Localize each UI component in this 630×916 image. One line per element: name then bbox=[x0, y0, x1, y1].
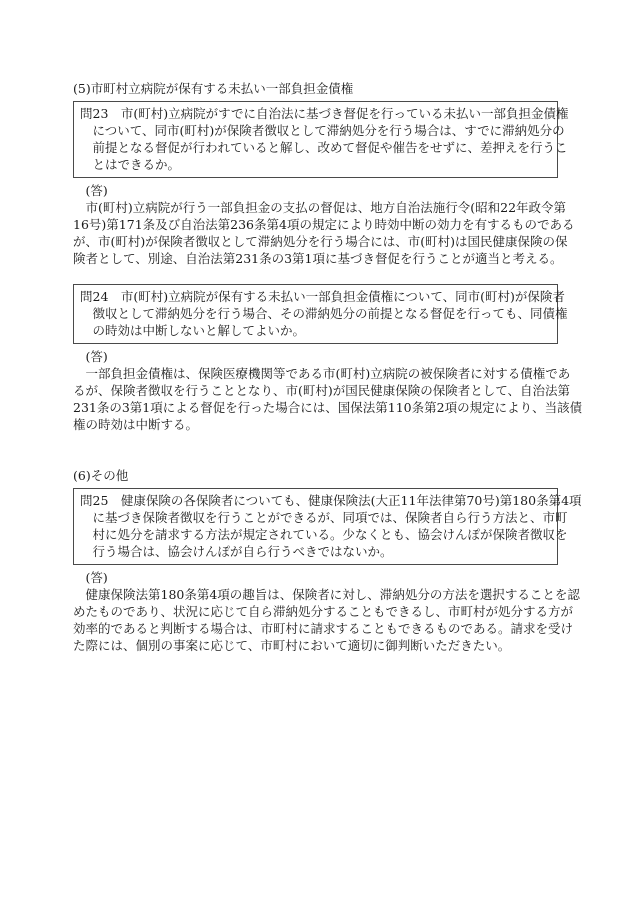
answer-23-line: 険者として、別途、自治法第231条の3第1項に基づき督促を行うことが適当と考える。 bbox=[73, 251, 563, 266]
answer-24-label: (答) bbox=[85, 349, 108, 364]
answer-25-line: た際には、個別の事案に応じて、市町村において適切に御判断いただきたい。 bbox=[73, 638, 511, 653]
answer-25-line: 効率的であると判断する場合は、市町村に請求することもできるものである。請求を受け bbox=[73, 621, 574, 636]
question-23-box bbox=[73, 101, 569, 178]
answer-23-line: 市(町村)立病院が行う一部負担金の支払の督促は、地方自治法施行令(昭和22年政令第 bbox=[85, 200, 567, 215]
question-25-line: 問25 健康保険の各保険者についても、健康保険法(大正11年法律第70号)第180条第4項 bbox=[80, 493, 582, 508]
answer-25-line: 健康保険法第180条第4項の趣旨は、保険者に対し、滞納処分の方法を選択することを認 bbox=[85, 587, 580, 602]
question-24-block bbox=[73, 284, 583, 433]
question-24-box bbox=[73, 284, 568, 344]
answer-24-line: 権の時効は中断する。 bbox=[73, 417, 199, 432]
question-23-line: 前提となる督促が行われていると解し、改めて督促や催告をせずに、差押えを行うこ bbox=[92, 140, 568, 155]
answer-24-line: 一部負担金債権は、保険医療機関等である市(町村)立病院の被保険者に対する債権であ bbox=[85, 366, 571, 381]
question-25-line: 村に処分を請求する方法が規定されている。少なくとも、協会けんぽが保険者徴収を bbox=[92, 527, 568, 542]
question-25-line: に基づき保険者徴収を行うことができるが、同項では、保険者自ら行う方法と、市町 bbox=[92, 510, 568, 525]
answer-24-line: るが、保険者徴収を行うこととなり、市(町村)が国民健康保険の保険者として、自治法第 bbox=[73, 383, 571, 398]
question-23-line: について、同市(町村)が保険者徴収として滞納処分を行う場合は、すでに滞納処分の bbox=[92, 123, 565, 138]
question-23-line: とはできるか。 bbox=[92, 157, 181, 172]
answer-24-paragraph bbox=[73, 365, 583, 433]
answer-23-paragraph bbox=[73, 199, 575, 267]
answer-25-paragraph bbox=[73, 586, 580, 654]
question-24-line: 問24 市(町村)立病院が保有する未払い一部負担金債権について、同市(町村)が保険者 bbox=[80, 289, 565, 304]
answer-23-line: が、市(町村)が保険者徴収として滞納処分を行う場合には、市(町村)は国民健康保険の保 bbox=[73, 234, 568, 249]
answer-25-label: (答) bbox=[85, 570, 108, 585]
section-5 bbox=[73, 80, 583, 433]
question-24-line: 徴収として滞納処分を行う場合、その滞納処分の前提となる督促を行っても、同債権 bbox=[92, 306, 568, 321]
answer-23-label: (答) bbox=[85, 183, 108, 198]
answer-25-line: めたものであり、状況に応じて自ら滞納処分することもできるし、市町村が処分する方が bbox=[73, 604, 574, 619]
question-25-box bbox=[73, 488, 582, 565]
question-25-line: 行う場合は、協会けんぽが自ら行うべきではないか。 bbox=[92, 544, 393, 559]
answer-24-line: 231条の3第1項による督促を行った場合には、国保法第110条第2項の規定により、当該債 bbox=[73, 400, 583, 415]
section-5-heading: (5)市町村立病院が保有する未払い一部負担金債権 bbox=[73, 81, 354, 96]
section-6 bbox=[73, 467, 582, 654]
section-6-heading: (6)その他 bbox=[73, 468, 129, 483]
question-23-line: 問23 市(町村)立病院がすでに自治法に基づき督促を行っている未払い一部負担金債権 bbox=[80, 106, 569, 121]
question-24-line: の時効は中断しないと解してよいか。 bbox=[92, 323, 306, 338]
answer-23-line: 16号)第171条及び自治法第236条第4項の規定により時効中断の効力を有するものである bbox=[73, 217, 575, 232]
